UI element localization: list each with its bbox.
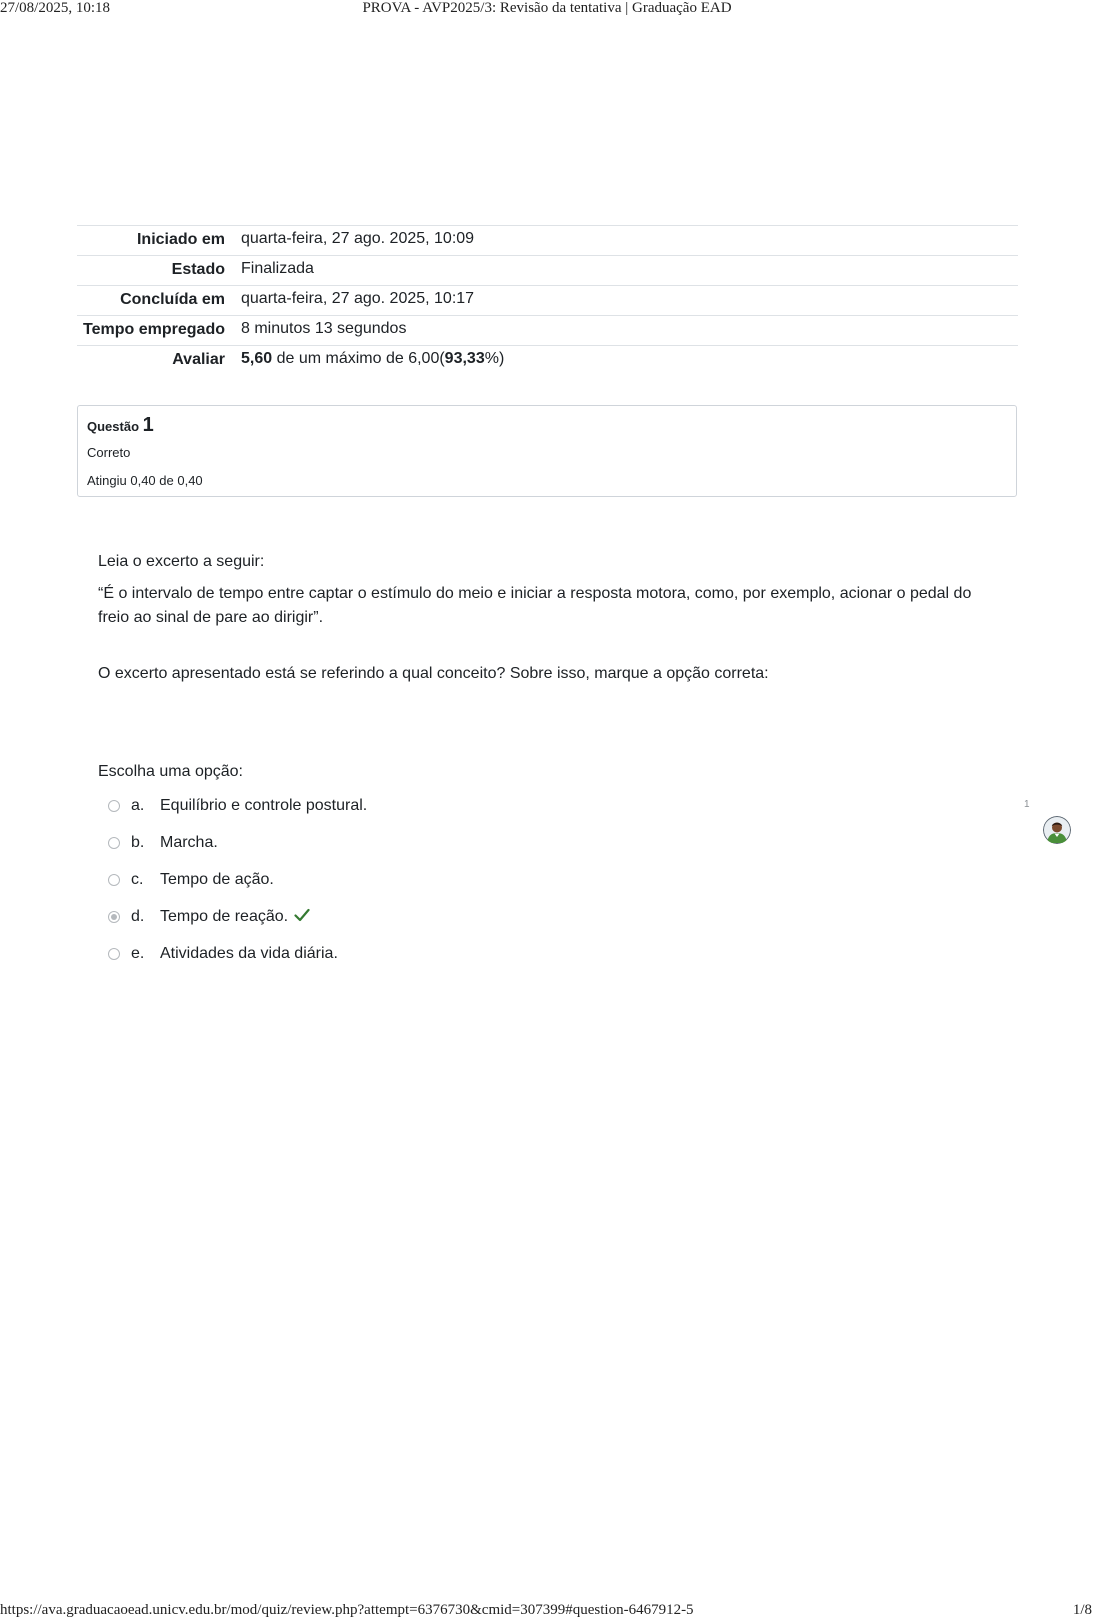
summary-value: 8 minutos 13 segundos: [241, 316, 1018, 346]
summary-label: Avaliar: [77, 346, 241, 376]
answer-option-b[interactable]: [108, 831, 978, 868]
grade-percent-suffix: %): [484, 350, 505, 367]
summary-label: Estado: [77, 256, 241, 286]
summary-value: [241, 346, 1018, 376]
question-nav-number[interactable]: 1: [1024, 799, 1030, 810]
print-date: 27/08/2025, 10:18: [0, 0, 111, 16]
grade-max: de um máximo de 6,00(: [272, 350, 445, 367]
radio-button[interactable]: [108, 948, 120, 960]
question-info-box: [77, 405, 1017, 497]
summary-row-grade: [77, 346, 1018, 376]
summary-value: quarta-feira, 27 ago. 2025, 10:09: [241, 226, 1018, 256]
radio-button-selected[interactable]: [108, 911, 120, 923]
grade-score: 5,60: [241, 350, 273, 367]
answer-options: [98, 794, 978, 979]
question-label: Questão: [87, 419, 140, 434]
summary-value: quarta-feira, 27 ago. 2025, 10:17: [241, 286, 1018, 316]
checkmark-icon: [294, 908, 310, 922]
option-text: Equilíbrio e controle postural.: [160, 797, 368, 814]
question-intro: Leia o excerto a seguir:: [98, 553, 265, 570]
grade-percent: 93,33: [444, 350, 485, 367]
question-quote: “É o intervalo de tempo entre captar o estímulo do meio e iniciar a resposta motora, como, por exemplo, acionar o pedal do freio ao sinal de pare ao dirigir”.: [98, 585, 972, 626]
print-url: https://ava.graduacaoead.unicv.edu.br/mod/quiz/review.php?attempt=6376730&cmid=307399#question-6467912-5: [0, 1602, 694, 1618]
print-header: [0, 0, 1094, 16]
question-number: [87, 414, 1007, 437]
option-text: Tempo de reação.: [160, 908, 289, 925]
summary-label: Iniciado em: [77, 226, 241, 256]
option-letter: c.: [131, 871, 144, 888]
option-text: Marcha.: [160, 834, 218, 851]
user-avatar-icon[interactable]: [1043, 816, 1071, 844]
option-letter: d.: [131, 908, 145, 925]
option-text: Atividades da vida diária.: [160, 945, 338, 962]
question-grade: Atingiu 0,40 de 0,40: [87, 473, 203, 488]
option-letter: b.: [131, 834, 145, 851]
question-number-value: 1: [142, 414, 154, 436]
option-letter: a.: [131, 797, 145, 814]
question-state: Correto: [87, 445, 131, 460]
answer-option-a[interactable]: [108, 794, 978, 831]
option-letter: e.: [131, 945, 145, 962]
summary-row-started: [77, 226, 1018, 256]
question-content: [98, 550, 978, 979]
answer-option-d[interactable]: [108, 905, 978, 942]
radio-button[interactable]: [108, 837, 120, 849]
summary-row-state: [77, 256, 1018, 286]
summary-row-time: [77, 316, 1018, 346]
option-text: Tempo de ação.: [160, 871, 274, 888]
answer-option-e[interactable]: [108, 942, 978, 979]
radio-button[interactable]: [108, 800, 120, 812]
attempt-summary-table: [77, 225, 1018, 375]
question-prompt: O excerto apresentado está se referindo a qual conceito? Sobre isso, marque a opção correta:: [98, 665, 769, 682]
summary-row-completed: [77, 286, 1018, 316]
answer-option-c[interactable]: [108, 868, 978, 905]
print-title: PROVA - AVP2025/3: Revisão da tentativa | Graduação EAD: [362, 0, 732, 16]
summary-value: Finalizada: [241, 256, 1018, 286]
choose-option-label: Escolha uma opção:: [98, 763, 243, 780]
print-page-number: 1/8: [1072, 1602, 1092, 1618]
radio-button[interactable]: [108, 874, 120, 886]
summary-label: Tempo empregado: [77, 316, 241, 346]
summary-label: Concluída em: [77, 286, 241, 316]
